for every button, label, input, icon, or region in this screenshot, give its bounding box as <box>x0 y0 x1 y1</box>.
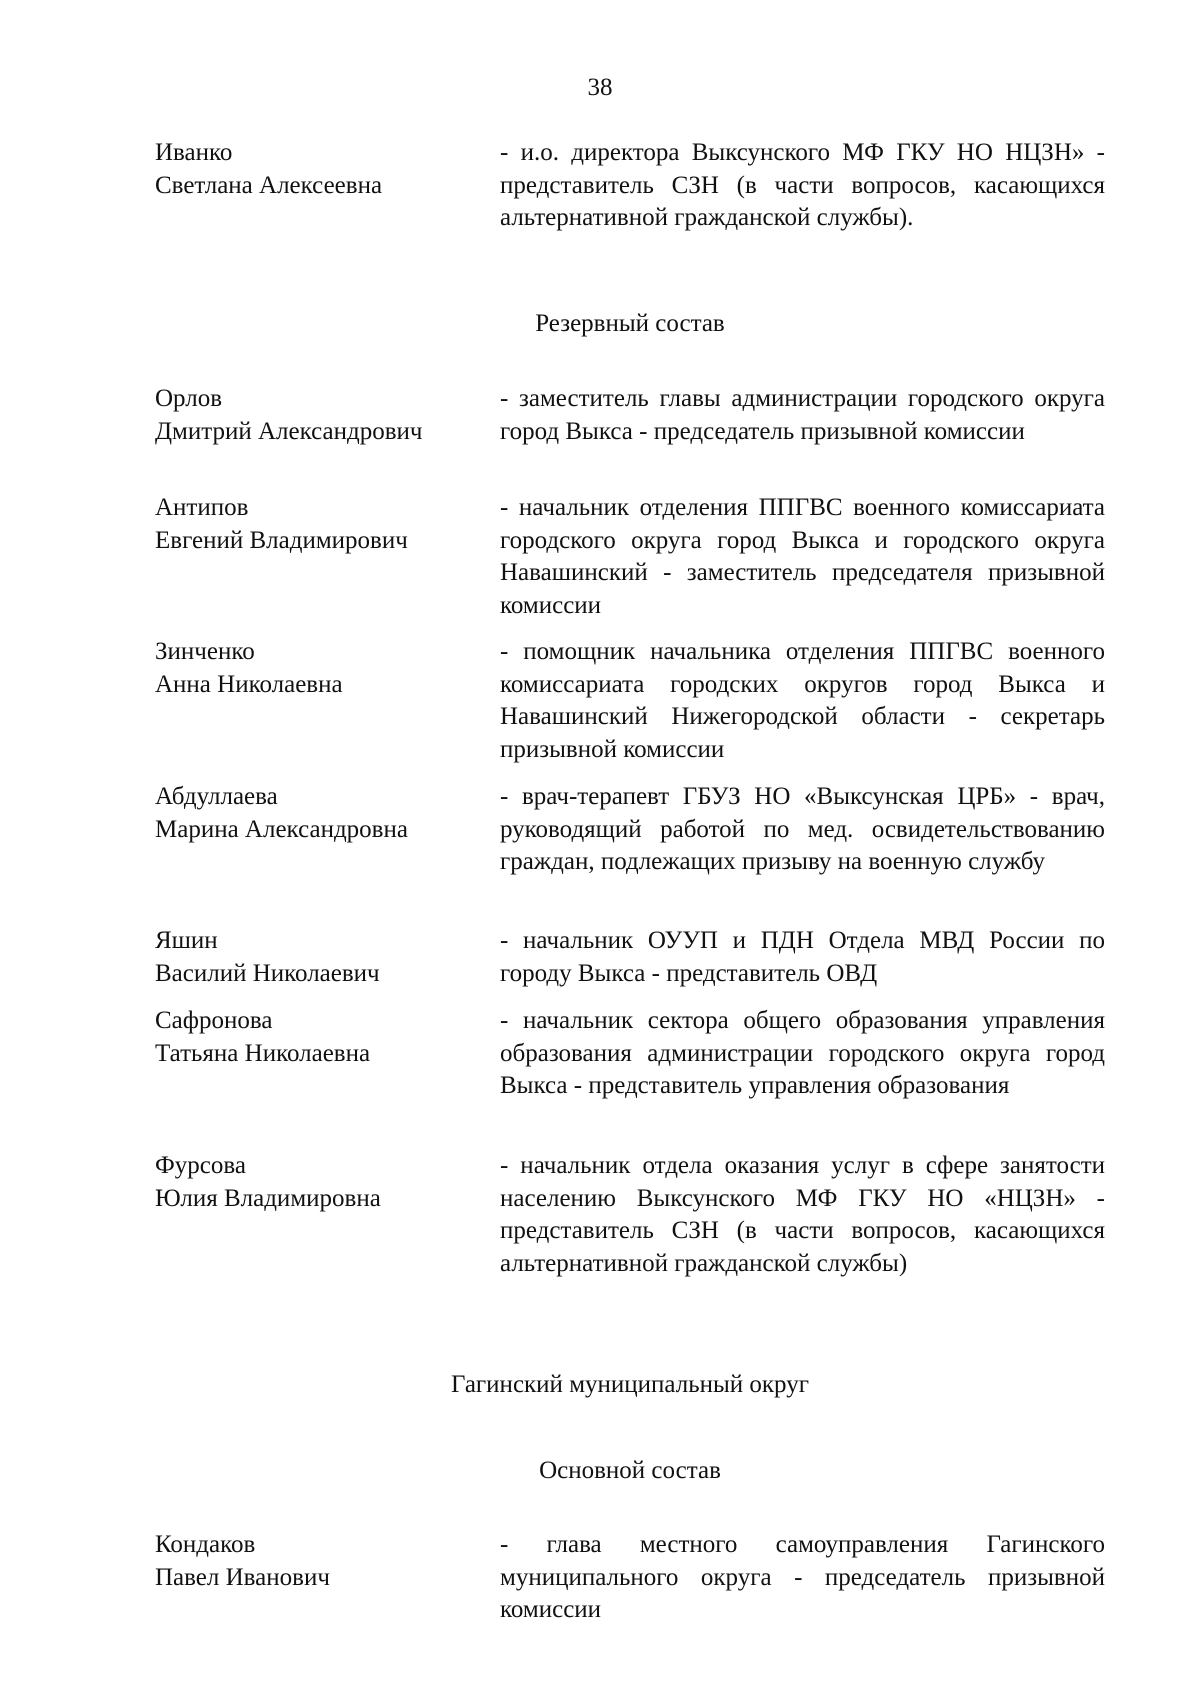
member-name <box>155 492 475 557</box>
member-given-name: Татьяна Николаевна <box>155 1039 371 1067</box>
member-surname: Яшин <box>155 927 218 954</box>
member-entry <box>155 925 1105 990</box>
member-surname: Иванко <box>155 139 233 166</box>
member-given-name: Юлия Владимировна <box>155 1184 381 1212</box>
member-surname: Орлов <box>155 385 223 412</box>
member-entry <box>155 636 1105 766</box>
member-role: - помощник начальника отделения ППГВС военного комиссариата городских округов город Выкса и Навашинский Нижегородской области - секретарь призывной комиссии <box>500 638 1105 763</box>
member-surname: Абдуллаева <box>155 783 278 810</box>
section-heading-reserve: Резервный состав <box>535 310 725 337</box>
member-surname: Зинченко <box>155 638 255 665</box>
member-name <box>155 781 475 846</box>
member-surname: Сафронова <box>155 1007 273 1034</box>
member-entry <box>155 1529 1105 1627</box>
member-name <box>155 383 475 448</box>
member-role: - заместитель главы администрации городского округа город Выкса - председатель призывной комиссии <box>500 385 1105 445</box>
member-role: - начальник отдела оказания услуг в сфере занятости населению Выксунского МФ ГКУ НО «НЦЗН» - представитель СЗН (в части вопросов, касающихся альтернативной гражданской службы) <box>500 1152 1105 1277</box>
member-surname: Антипов <box>155 494 249 521</box>
member-surname: Кондаков <box>155 1531 256 1558</box>
member-role: - начальник ОУУП и ПДН Отдела МВД России по городу Выкса - представитель ОВД <box>500 927 1105 987</box>
member-name <box>155 1529 475 1594</box>
member-given-name: Светлана Алексеевна <box>155 171 383 199</box>
page-number: 38 <box>587 74 613 101</box>
member-name <box>155 1005 475 1070</box>
section-heading-district: Гагинский муниципальный округ <box>451 1371 809 1398</box>
member-name <box>155 925 475 990</box>
member-entry <box>155 137 1105 235</box>
member-role: - глава местного самоуправления Гагинского муниципального округа - председатель призывной комиссии <box>500 1531 1105 1623</box>
section-heading-main: Основной состав <box>539 1457 721 1484</box>
member-name <box>155 137 475 202</box>
member-entry <box>155 1005 1105 1103</box>
member-given-name: Василий Николаевич <box>155 959 380 987</box>
member-given-name: Марина Александровна <box>155 815 408 843</box>
member-entry <box>155 383 1105 448</box>
member-role: - и.о. директора Выксунского МФ ГКУ НО НЦЗН» - представитель СЗН (в части вопросов, касающихся альтернативной гражданской службы). <box>500 139 1105 231</box>
member-entry <box>155 781 1105 879</box>
member-role: - врач-терапевт ГБУЗ НО «Выксунская ЦРБ» - врач, руководящий работой по мед. освидетельствованию граждан, подлежащих призыву на военную службу <box>500 783 1105 875</box>
member-name <box>155 1150 475 1215</box>
member-given-name: Анна Николаевна <box>155 670 343 698</box>
member-given-name: Павел Иванович <box>155 1563 330 1591</box>
member-role: - начальник отделения ППГВС военного комиссариата городского округа город Выкса и городского округа Навашинский - заместитель председателя призывной комиссии <box>500 494 1105 619</box>
member-given-name: Дмитрий Александрович <box>155 417 423 445</box>
member-entry <box>155 492 1105 622</box>
member-entry <box>155 1150 1105 1280</box>
member-name <box>155 636 475 701</box>
member-role: - начальник сектора общего образования управления образования администрации городского округа город Выкса - представитель управления образования <box>500 1007 1105 1099</box>
member-surname: Фурсова <box>155 1152 246 1179</box>
member-given-name: Евгений Владимирович <box>155 526 408 554</box>
